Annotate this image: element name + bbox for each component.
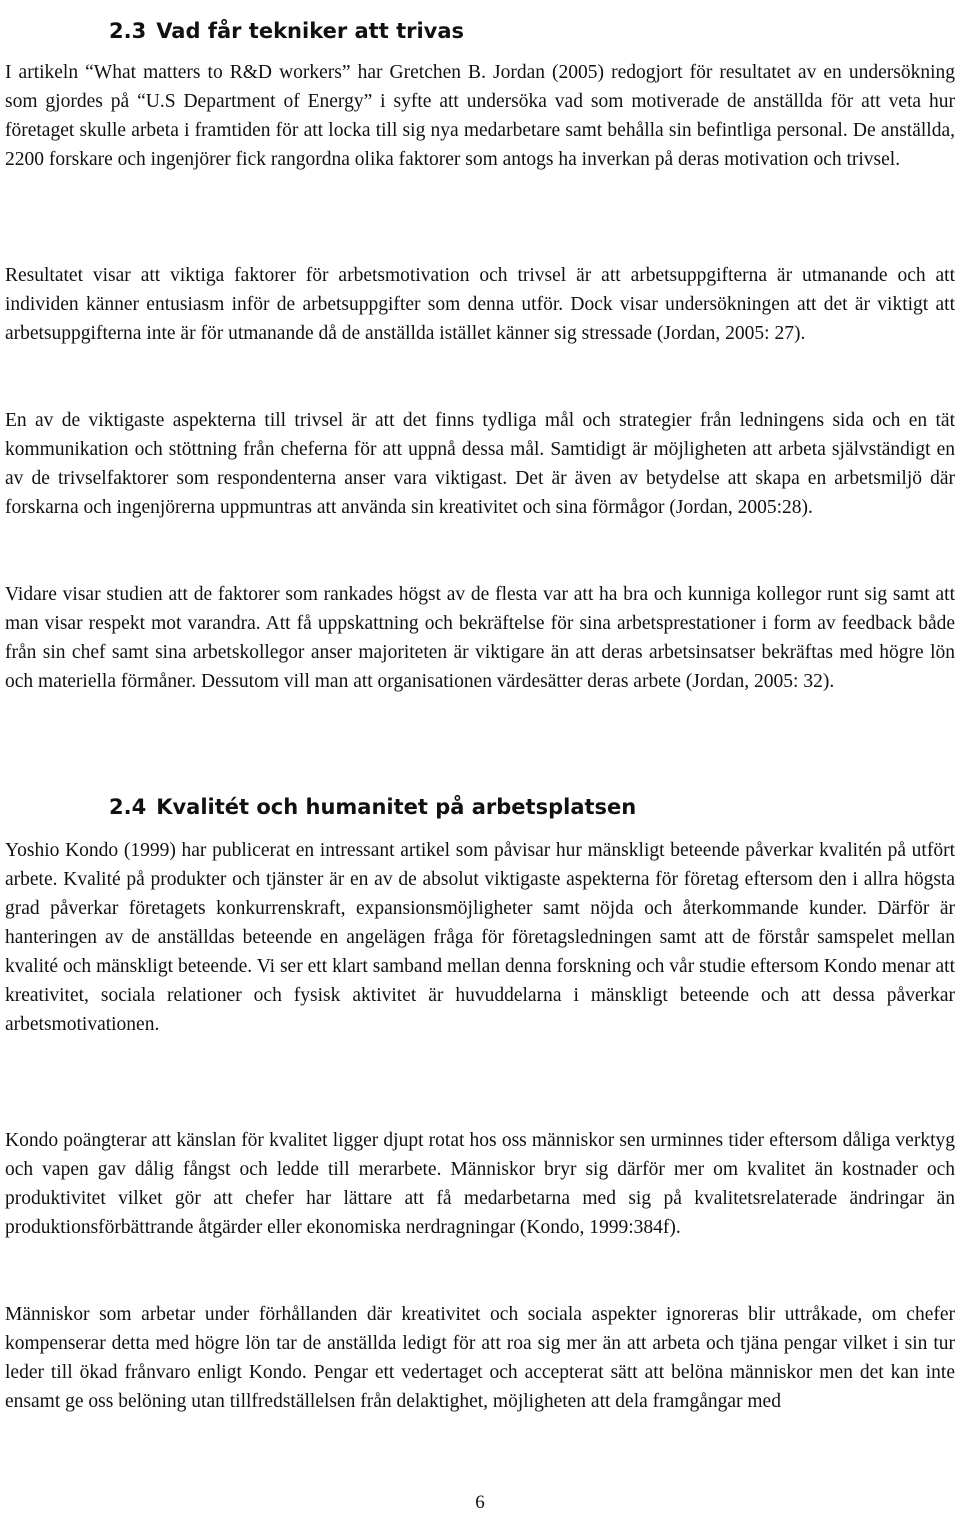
paragraph: I artikeln “What matters to R&D workers” har Gretchen B. Jordan (2005) redogjort för resultatet av en undersökning som gjordes på “U.S Department of Energy” i syfte att undersöka vad som motiverade de anställda för att veta hur företaget skulle arbeta i framtiden för att locka till sig nya medarbetare samt behålla sin befintliga personal. De anställda, 2200 forskare och ingenjörer fick rangordna olika faktorer som antogs ha inverkan på deras motivation och trivsel. — [5, 62, 955, 170]
paragraph: Yoshio Kondo (1999) har publicerat en intressant artikel som påvisar hur mänskligt beteende påverkar kvalitén på utfört arbete. Kvalité på produkter och tjänster är en av de absolut viktigaste aspekterna för företag eftersom den i allra högsta grad påverkar företagets konkurrenskraft, expansionsmöjligheter samt nöjda och återkommande kunder. Därför är hanteringen av de anställdas beteende en angelägen fråga för företagsledningen samt att de förstår samspelet mellan kvalité och mänskligt beteende. Vi ser ett klart samband mellan denna forskning och vår studie eftersom Kondo menar att kreativitet, sociala relationer och fysisk aktivitet är huvuddelarna i mänskligt beteende och att dessa påverkar arbetsmotivationen. — [5, 840, 955, 1035]
paragraph: Människor som arbetar under förhållanden där kreativitet och sociala aspekter ignoreras blir uttråkade, om chefer kompenserar detta med högre lön tar de anställda ledigt för att roa sig mer än att arbeta och tjäna pengar vilket i sin tur leder till ökad frånvaro enligt Kondo. Pengar ett vedertaget och accepterat sätt att belöna människor men det kan inte ensamt ge oss belöning utan tillfredställelsen från delaktighet, möjligheten att dela framgångar med — [5, 1304, 955, 1412]
paragraph: Vidare visar studien att de faktorer som rankades högst av de flesta var att ha bra och kunniga kollegor runt sig samt att man visar respekt mot varandra. Att få uppskattning och bekräftelse för sina arbetsprestationer i form av feedback både från sin chef samt sina arbetskollegor anser majoriteten är viktigare än att deras arbetsinsatser bekräftas med högre lön och materiella förmåner. Dessutom vill man att organisationen värdesätter deras arbete (Jordan, 2005: 32). — [5, 584, 955, 692]
section-number: 2.4 — [109, 795, 147, 820]
section-title: Vad får tekniker att trivas — [156, 19, 465, 44]
paragraph: En av de viktigaste aspekterna till trivsel är att det finns tydliga mål och strategier från ledningens sida och en tät kommunikation och stöttning från cheferna för att uppnå dessa mål. Samtidigt är möjligheten att arbeta självständigt en av de trivselfaktorer som respondenterna anser vara viktigast. Det är även av betydelse att skapa en arbetsmiljö där forskarna och ingenjörerna uppmuntras att använda sin kreativitet och sina förmågor (Jordan, 2005:28). — [5, 410, 955, 518]
paragraph: Resultatet visar att viktiga faktorer för arbetsmotivation och trivsel är att arbetsuppgifterna är utmanande och att individen känner entusiasm inför de arbetsuppgifter som denna utför. Dock visar undersökningen att det är viktigt att arbetsuppgifterna inte är för utmanande då de anställda istället känner sig stressade (Jordan, 2005: 27). — [5, 265, 955, 344]
section-title: Kvalitét och humanitet på arbetsplatsen — [156, 795, 637, 820]
section-heading-2-4 — [109, 793, 636, 821]
paragraph: Kondo poängterar att känslan för kvalitet ligger djupt rotat hos oss människor sen urminnes tider eftersom dåliga verktyg och vapen gav dålig fångst och ledde till merarbete. Människor bryr sig därför mer om kvalitet än kostnader och produktivitet vilket gör att chefer har lättare att få medarbetarna med sig på kvalitetsrelaterade ändringar än produktionsförbättrande åtgärder eller ekonomiska nerdragningar (Kondo, 1999:384f). — [5, 1130, 955, 1238]
section-number: 2.3 — [109, 19, 147, 44]
page-number: 6 — [475, 1492, 485, 1513]
section-heading-2-3 — [109, 17, 464, 45]
